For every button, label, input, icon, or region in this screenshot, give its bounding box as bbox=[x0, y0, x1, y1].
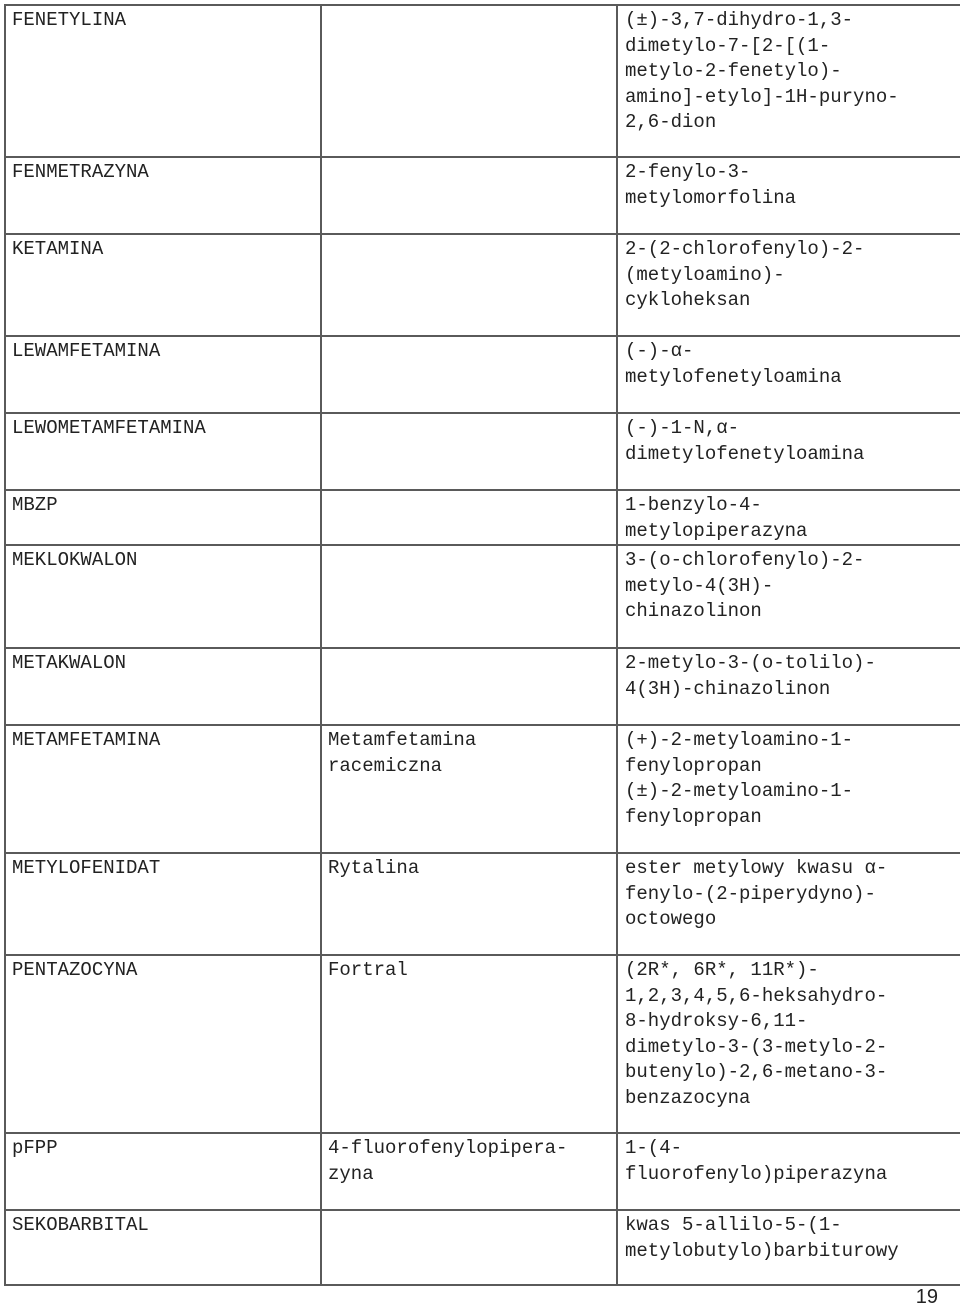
chemical-name: 2-metylo-3-(o-tolilo)- 4(3H)-chinazolinon bbox=[617, 648, 960, 725]
page-number: 19 bbox=[915, 1286, 938, 1308]
table-row bbox=[5, 336, 960, 413]
table-row bbox=[5, 157, 960, 234]
substance-synonym bbox=[321, 490, 617, 545]
chemical-name: 1-(4- fluorofenylo)piperazyna bbox=[617, 1133, 960, 1210]
substance-synonym: Metamfetamina racemiczna bbox=[321, 725, 617, 853]
substance-name: METAMFETAMINA bbox=[5, 725, 321, 853]
substance-name: FENETYLINA bbox=[5, 5, 321, 157]
substance-name: SEKOBARBITAL bbox=[5, 1210, 321, 1285]
chemical-name: (±)-3,7-dihydro-1,3- dimetylo-7-[2-[(1- metylo-2-fenetylo)- amino]-etylo]-1H-puryno- 2,6-dion bbox=[617, 5, 960, 157]
substance-synonym bbox=[321, 234, 617, 336]
chemical-name: (2R*, 6R*, 11R*)- 1,2,3,4,5,6-heksahydro- 8-hydroksy-6,11- dimetylo-3-(3-metylo-2- butenylo)-2,6-metano-3- benzazocyna bbox=[617, 955, 960, 1133]
substance-name: MEKLOKWALON bbox=[5, 545, 321, 648]
table-row bbox=[5, 5, 960, 157]
chemical-name: 2-fenylo-3- metylomorfolina bbox=[617, 157, 960, 234]
table-row bbox=[5, 234, 960, 336]
substance-synonym bbox=[321, 413, 617, 490]
substance-name: FENMETRAZYNA bbox=[5, 157, 321, 234]
substance-synonym bbox=[321, 5, 617, 157]
chemical-name: 3-(o-chlorofenylo)-2- metylo-4(3H)- chinazolinon bbox=[617, 545, 960, 648]
substance-synonym: 4-fluorofenylopipera- zyna bbox=[321, 1133, 617, 1210]
substance-name: LEWOMETAMFETAMINA bbox=[5, 413, 321, 490]
substance-name: METYLOFENIDAT bbox=[5, 853, 321, 955]
substance-synonym bbox=[321, 648, 617, 725]
chemical-name: 2-(2-chlorofenylo)-2- (metyloamino)- cykloheksan bbox=[617, 234, 960, 336]
chemical-name: (-)-1-N,α- dimetylofenetyloamina bbox=[617, 413, 960, 490]
chemical-name: 1-benzylo-4- metylopiperazyna bbox=[617, 490, 960, 545]
substance-name: PENTAZOCYNA bbox=[5, 955, 321, 1133]
table-row bbox=[5, 853, 960, 955]
substance-name: KETAMINA bbox=[5, 234, 321, 336]
substance-synonym bbox=[321, 545, 617, 648]
substance-synonym bbox=[321, 336, 617, 413]
table-row bbox=[5, 490, 960, 545]
chemical-name: ester metylowy kwasu α- fenylo-(2-piperydyno)- octowego bbox=[617, 853, 960, 955]
substance-name: MBZP bbox=[5, 490, 321, 545]
table-row bbox=[5, 413, 960, 490]
chemical-name: (-)-α- metylofenetyloamina bbox=[617, 336, 960, 413]
substance-synonym: Fortral bbox=[321, 955, 617, 1133]
substance-name: METAKWALON bbox=[5, 648, 321, 725]
table-row bbox=[5, 1210, 960, 1285]
chemical-name: (+)-2-metyloamino-1- fenylopropan (±)-2-metyloamino-1- fenylopropan bbox=[617, 725, 960, 853]
substance-table bbox=[4, 4, 960, 1286]
chemical-name: kwas 5-allilo-5-(1- metylobutylo)barbiturowy bbox=[617, 1210, 960, 1285]
table-row bbox=[5, 545, 960, 648]
substance-name: pFPP bbox=[5, 1133, 321, 1210]
substance-synonym bbox=[321, 1210, 617, 1285]
table-row bbox=[5, 955, 960, 1133]
substance-synonym: Rytalina bbox=[321, 853, 617, 955]
table-row bbox=[5, 1133, 960, 1210]
table-row bbox=[5, 725, 960, 853]
substance-name: LEWAMFETAMINA bbox=[5, 336, 321, 413]
table-row bbox=[5, 648, 960, 725]
substance-synonym bbox=[321, 157, 617, 234]
